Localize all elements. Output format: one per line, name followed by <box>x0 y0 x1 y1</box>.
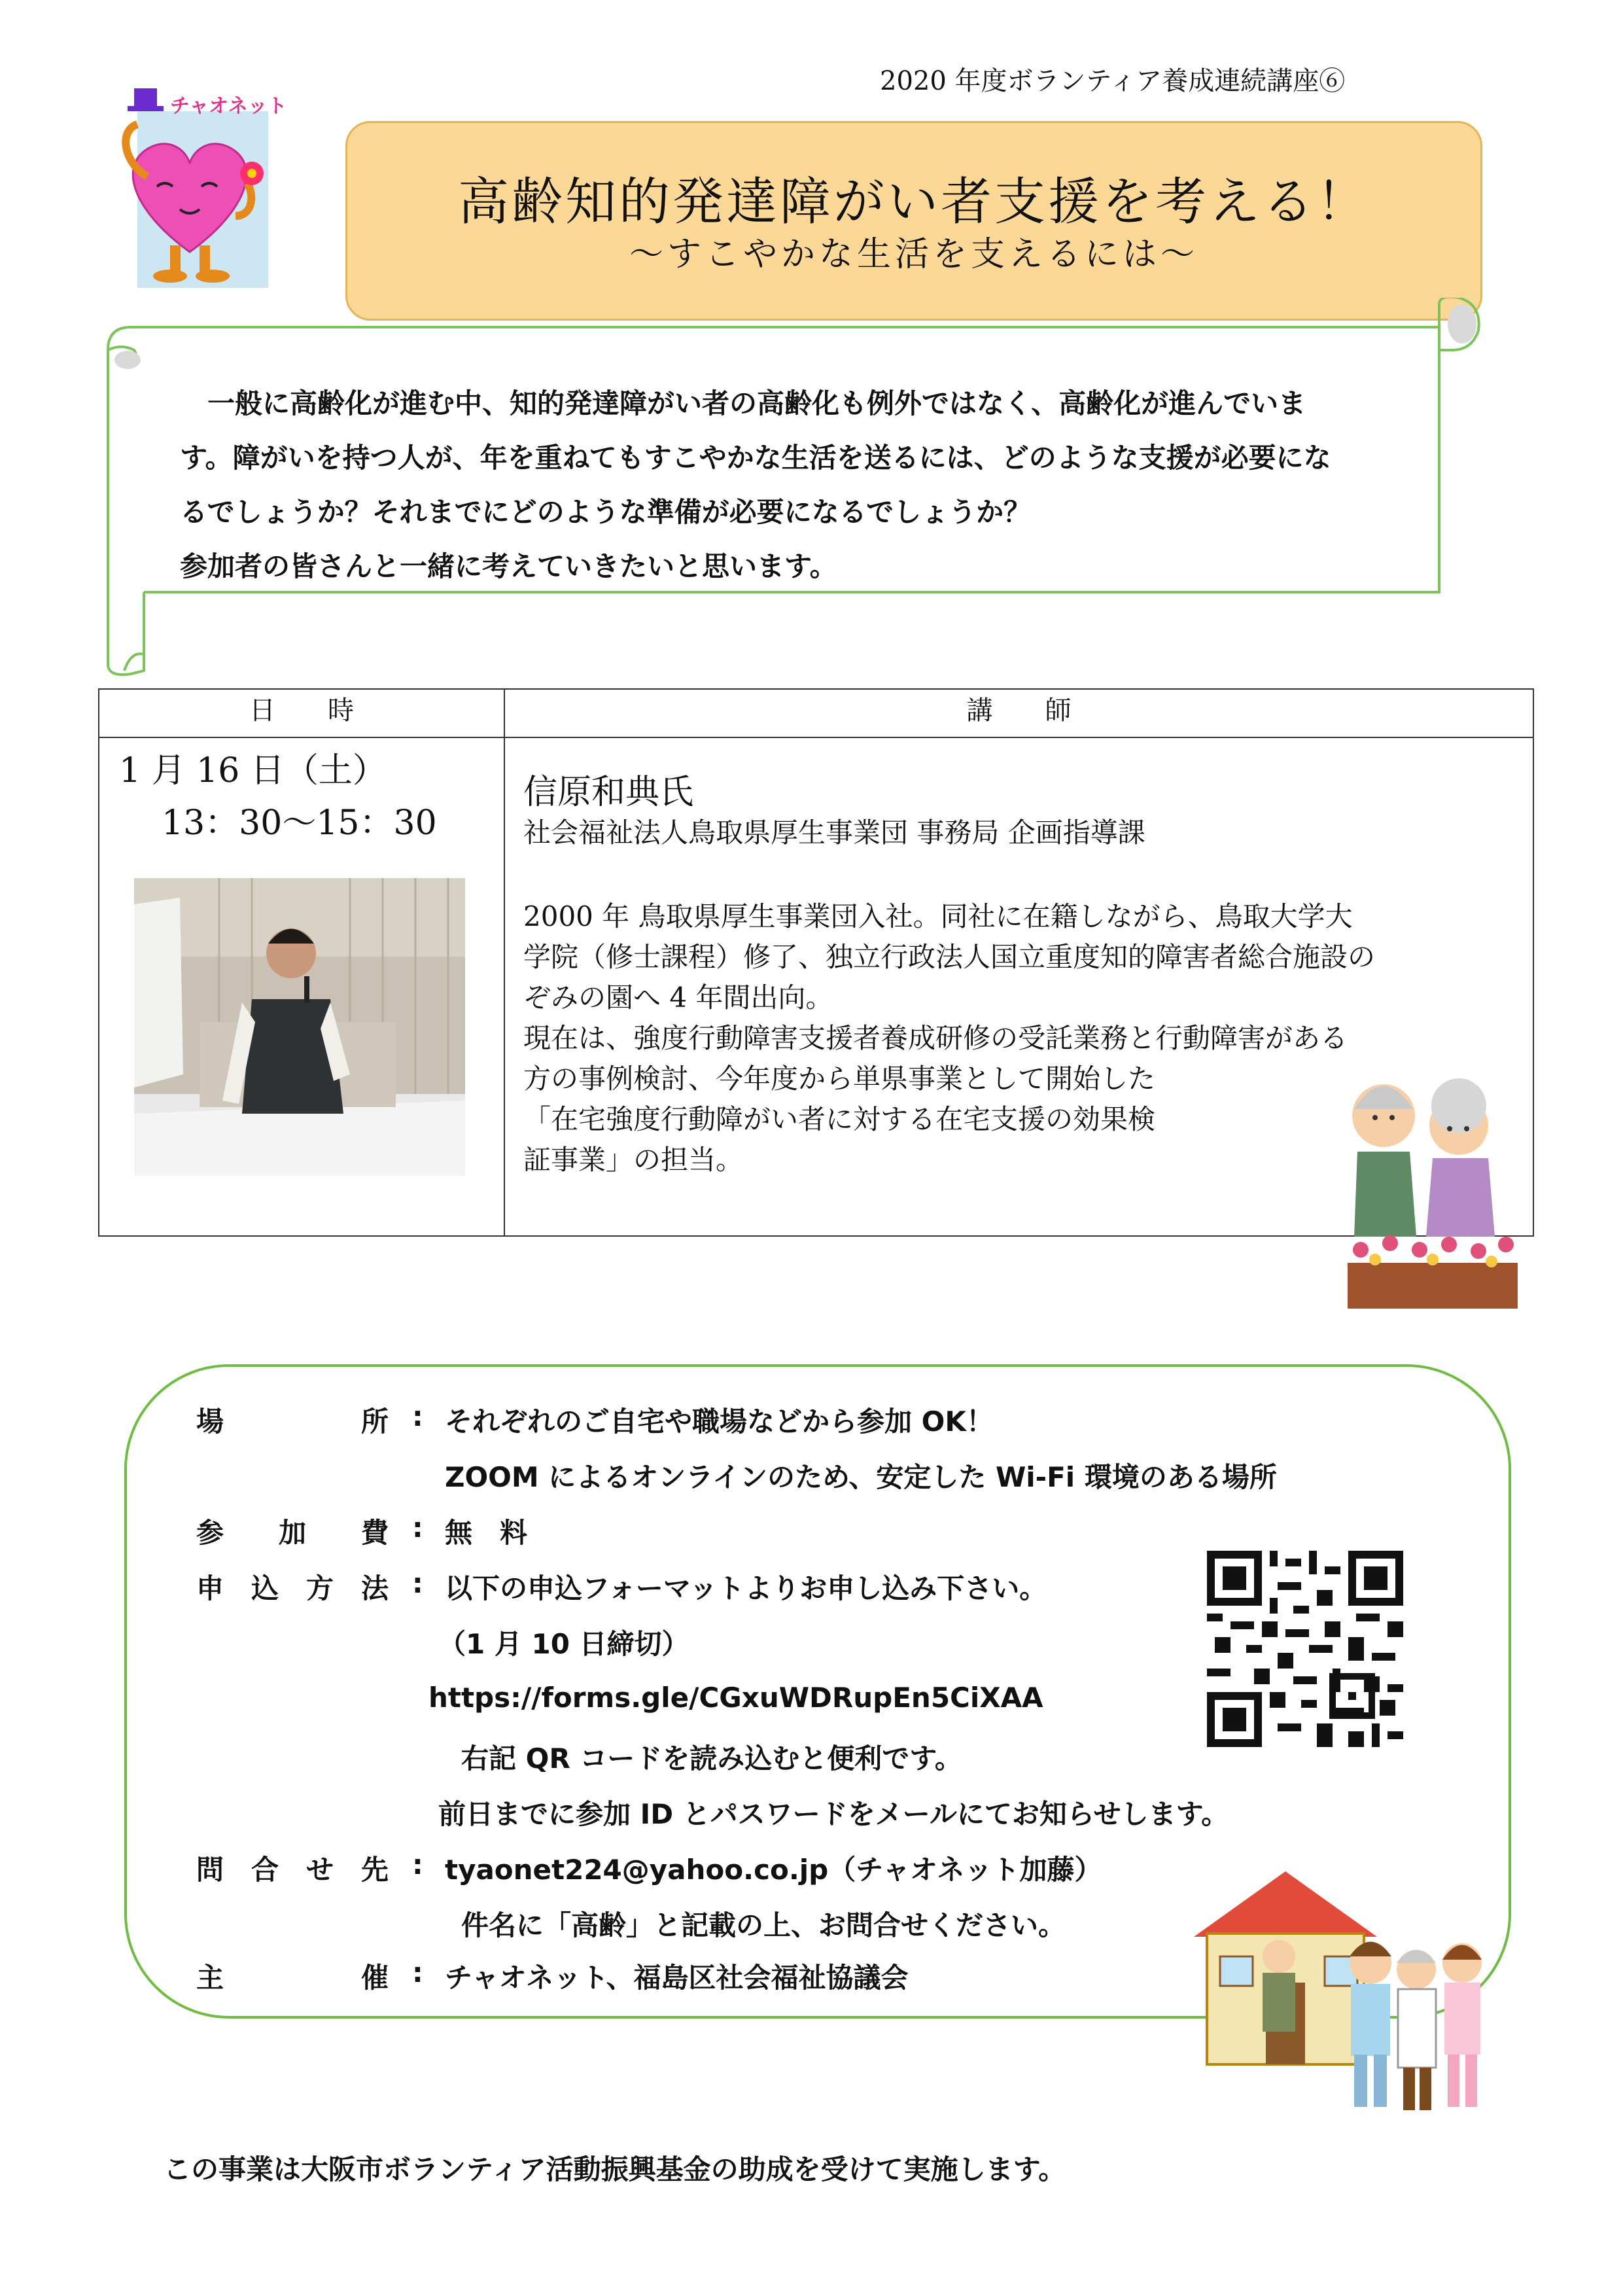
intro-line: るでしょうか？それまでにどのような準備が必要になるでしょうか？ <box>180 496 1032 528</box>
bio-line: ぞみの園へ 4 年間出向。 <box>523 981 833 1014</box>
bio-line: 方の事例検討、今年度から単県事業として開始した <box>523 1063 1156 1095</box>
event-date: 1 月 16 日（土） <box>119 751 387 790</box>
speaker-header: 講 師 <box>504 689 1533 737</box>
bio-line: 現在は、強度行動障害支援者養成研修の受託業務と行動障害がある <box>523 1022 1348 1054</box>
apply-deadline: （1 月 10 日締切） <box>438 1628 689 1660</box>
intro-line: 参加者の皆さんと一緒に考えていきたいと思います。 <box>180 550 837 582</box>
sub-title: ～すこやかな生活を支えるには～ <box>629 235 1198 274</box>
apply-url[interactable]: https://forms.gle/CGxuWDRupEn5CiXAA <box>428 1682 1043 1714</box>
speaker-organization: 社会福祉法人鳥取県厚生事業団 事務局 企画指導課 <box>523 817 1145 849</box>
bio-line: 「在宅強度行動障がい者に対する在宅支援の効果検 <box>523 1103 1156 1135</box>
intro-line: 一般に高齢化が進む中、知的発達障がい者の高齢化も例外ではなく、高齢化が進んでいま <box>180 387 1306 419</box>
registration-qr-code[interactable] <box>1207 1551 1403 1747</box>
contact-label: 問 合 せ 先 : <box>196 1848 423 1886</box>
bio-line: 学院（修士課程）修了、独立行政法人国立重度知的障害者総合施設の <box>523 941 1376 973</box>
chaonet-logo <box>92 85 288 294</box>
fee-value: 無 料 <box>445 1517 528 1549</box>
place-label: 場 所 : <box>196 1400 423 1438</box>
speaker-name: 信原和典氏 <box>523 773 694 812</box>
event-time: 13：30～15：30 <box>162 804 437 843</box>
intro-line: す。障がいを持つ人が、年を重ねてもすこやかな生活を送るには、どのような支援が必要にな <box>180 442 1331 474</box>
id-note: 前日までに参加 ID とパスワードをメールにてお知らせします。 <box>438 1798 1229 1830</box>
intro-text <box>180 376 1482 593</box>
bio-line: 証事業」の担当。 <box>523 1144 744 1176</box>
footer-note: この事業は大阪市ボランティア活動振興基金の助成を受けて実施します。 <box>164 2153 1066 2185</box>
qr-note: 右記 QR コードを読み込むと便利です。 <box>461 1742 962 1775</box>
bio-line: 2000 年 鳥取県厚生事業団入社。同社に在籍しながら、鳥取大学大 <box>523 900 1353 932</box>
main-title: 高齢知的発達障がい者支援を考える！ <box>457 173 1370 232</box>
elderly-couple-illustration <box>1328 1073 1537 1315</box>
svg-text:チャオネット: チャオネット <box>170 95 287 118</box>
title-banner <box>345 121 1482 321</box>
contact-note: 件名に「高齢」と記載の上、お問合せください。 <box>461 1909 1066 1941</box>
host-label: 主 催 : <box>196 1956 423 1994</box>
host-value: チャオネット、福島区社会福祉協議会 <box>445 1962 909 1994</box>
fee-label: 参 加 費 : <box>196 1511 423 1549</box>
place-value: ZOOM によるオンラインのため、安定した Wi-Fi 環境のある場所 <box>445 1461 1277 1493</box>
house-caregivers-illustration <box>1187 1858 1514 2120</box>
series-title: 2020 年度ボランティア養成連続講座⑥ <box>880 66 1346 96</box>
apply-label: 申 込 方 法 : <box>196 1567 423 1604</box>
apply-value: 以下の申込フォーマットよりお申し込み下さい。 <box>445 1572 1047 1604</box>
place-value: それぞれのご自宅や職場などから参加 OK！ <box>445 1405 994 1438</box>
date-header: 日 時 <box>99 689 504 737</box>
contact-email[interactable]: tyaonet224@yahoo.co.jp（チャオネット加藤） <box>445 1854 1102 1886</box>
speaker-photo <box>134 878 465 1176</box>
